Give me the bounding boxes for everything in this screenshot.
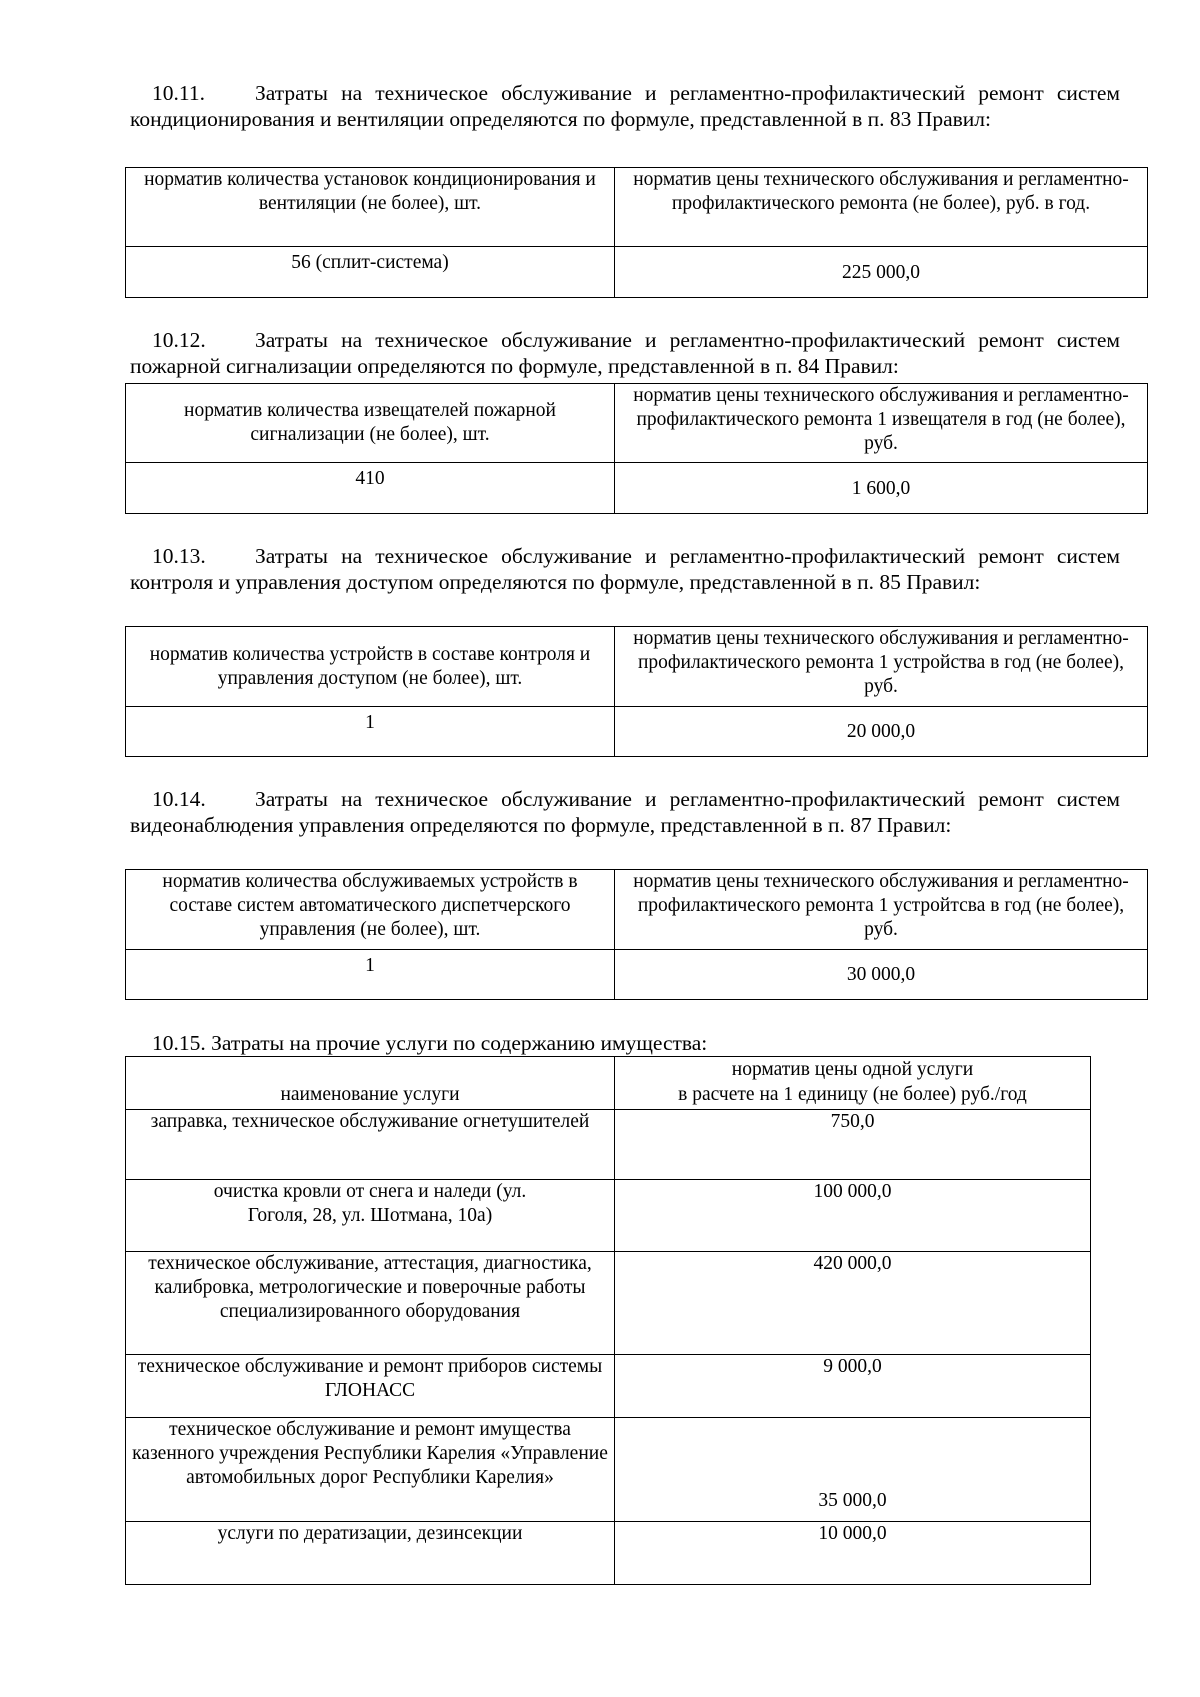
header-cell-price: норматив цены технического обслуживания и регламентно-профилактического ремонта (не более), руб. в год. bbox=[615, 168, 1148, 247]
table-10-12 bbox=[125, 383, 1148, 514]
section-number: 10.13. bbox=[152, 544, 206, 568]
header-price-line-2: в расчете на 1 единицу (не более) руб./год bbox=[678, 1084, 1027, 1105]
section-10-12-paragraph bbox=[130, 327, 1120, 379]
value-cell-quantity: 1 bbox=[126, 707, 615, 757]
section-text: Затраты на техническое обслуживание и регламентно-профилактический ремонт систем кондиционирования и вентиляции определяются по формуле, представленной в п. 83 Правил: bbox=[130, 81, 1120, 131]
service-price-cell: 750,0 bbox=[615, 1110, 1091, 1180]
section-text: Затраты на техническое обслуживание и регламентно-профилактический ремонт систем пожарной сигнализации определяются по формуле, представленной в п. 84 Правил: bbox=[130, 328, 1120, 378]
service-price-cell: 35 000,0 bbox=[615, 1418, 1091, 1522]
section-number: 10.11. bbox=[152, 81, 205, 105]
header-cell-service-price bbox=[615, 1057, 1091, 1110]
value-cell-price: 30 000,0 bbox=[615, 950, 1148, 1000]
service-name-cell: техническое обслуживание и ремонт приборов системы ГЛОНАСС bbox=[126, 1355, 615, 1418]
table-10-14 bbox=[125, 869, 1148, 1000]
header-cell-price: норматив цены технического обслуживания и регламентно-профилактического ремонта 1 устройства в год (не более), руб. bbox=[615, 627, 1148, 707]
header-cell-price: норматив цены технического обслуживания и регламентно-профилактического ремонта 1 извещателя в год (не более), руб. bbox=[615, 384, 1148, 463]
header-cell-price: норматив цены технического обслуживания и регламентно-профилактического ремонта 1 устройтсва в год (не более), руб. bbox=[615, 870, 1148, 950]
service-name-cell: очистка кровли от снега и наледи (ул. Гоголя, 28, ул. Шотмана, 10а) bbox=[126, 1180, 615, 1252]
header-cell-quantity: норматив количества устройств в составе контроля и управления доступом (не более), шт. bbox=[126, 627, 615, 707]
section-number: 10.14. bbox=[152, 787, 206, 811]
service-price-cell: 9 000,0 bbox=[615, 1355, 1091, 1418]
value-cell-price: 1 600,0 bbox=[615, 463, 1148, 514]
header-cell-service-name: наименование услуги bbox=[126, 1057, 615, 1110]
header-cell-quantity: норматив количества извещателей пожарной сигнализации (не более), шт. bbox=[126, 384, 615, 463]
table-10-11 bbox=[125, 167, 1148, 298]
value-cell-quantity: 1 bbox=[126, 950, 615, 1000]
service-name-cell: услуги по дератизации, дезинсекции bbox=[126, 1522, 615, 1585]
value-cell-quantity: 410 bbox=[126, 463, 615, 514]
table-10-13 bbox=[125, 626, 1148, 757]
service-name-cell: техническое обслуживание и ремонт имущества казенного учреждения Республики Карелия «Управление автомобильных дорог Республики Карелия» bbox=[126, 1418, 615, 1522]
section-10-11-paragraph bbox=[130, 80, 1120, 132]
section-text: Затраты на техническое обслуживание и регламентно-профилактический ремонт систем видеонаблюдения управления определяются по формуле, представленной в п. 87 Правил: bbox=[130, 787, 1120, 837]
section-number: 10.12. bbox=[152, 328, 206, 352]
services-table bbox=[125, 1056, 1091, 1585]
service-price-cell: 10 000,0 bbox=[615, 1522, 1091, 1585]
header-price-line-1: норматив цены одной услуги bbox=[731, 1059, 974, 1080]
service-price-cell: 420 000,0 bbox=[615, 1252, 1091, 1355]
section-10-14-paragraph bbox=[130, 786, 1120, 838]
section-text: Затраты на техническое обслуживание и регламентно-профилактический ремонт систем контроля и управления доступом определяются по формуле, представленной в п. 85 Правил: bbox=[130, 544, 1120, 594]
value-cell-quantity: 56 (сплит-система) bbox=[126, 247, 615, 298]
section-10-15-title: 10.15. Затраты на прочие услуги по содержанию имущества: bbox=[152, 1031, 708, 1055]
service-name-cell: техническое обслуживание, аттестация, диагностика, калибровка, метрологические и поверочные работы специализированного оборудования bbox=[126, 1252, 615, 1355]
value-cell-price: 20 000,0 bbox=[615, 707, 1148, 757]
header-cell-quantity: норматив количества установок кондиционирования и вентиляции (не более), шт. bbox=[126, 168, 615, 247]
section-10-13-paragraph bbox=[130, 543, 1120, 595]
header-cell-quantity: норматив количества обслуживаемых устройств в составе систем автоматического диспетчерского управления (не более), шт. bbox=[126, 870, 615, 950]
service-name-cell: заправка, техническое обслуживание огнетушителей bbox=[126, 1110, 615, 1180]
value-cell-price: 225 000,0 bbox=[615, 247, 1148, 298]
service-price-cell: 100 000,0 bbox=[615, 1180, 1091, 1252]
